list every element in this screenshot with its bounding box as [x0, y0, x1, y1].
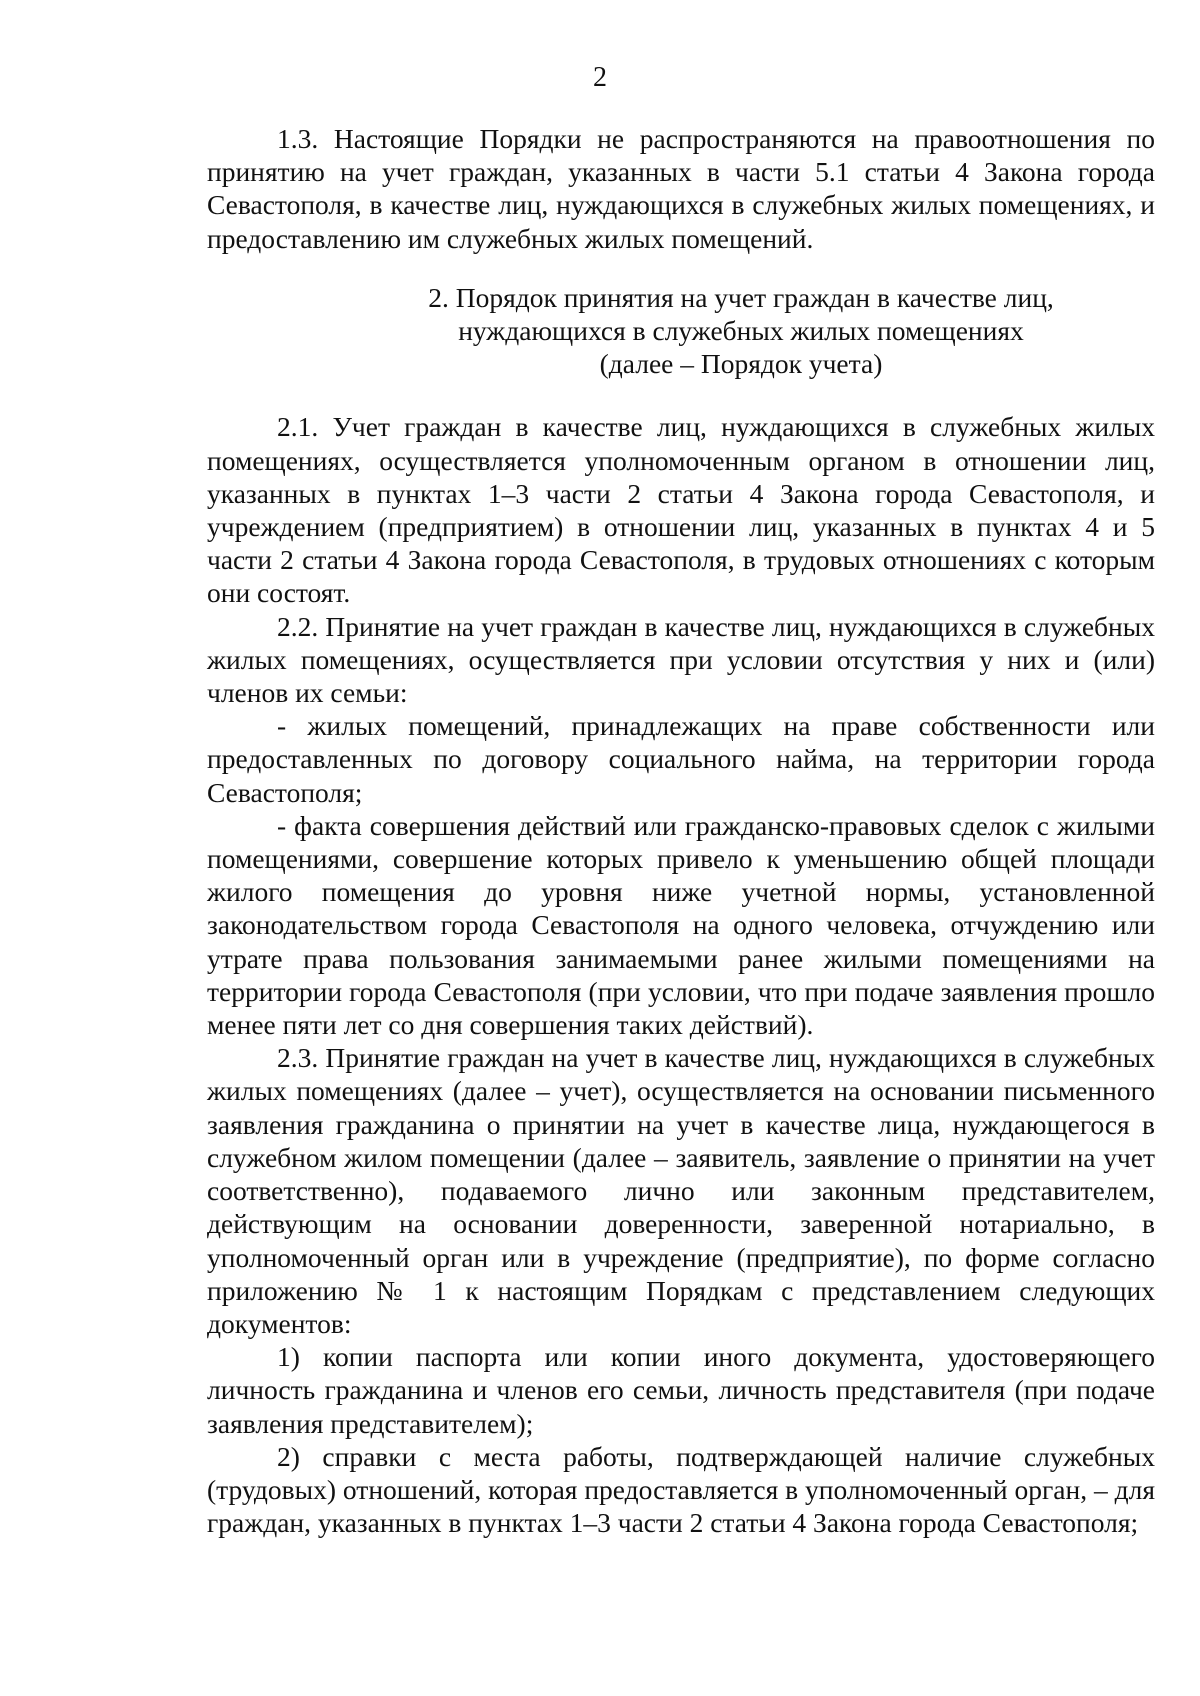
- list-item-dash-2: - факта совершения действий или гражданско-правовых сделок с жилыми помещениями, совершение которых привело к уменьшению общей площади жилого помещения до уровня ниже учетной нормы, установленной законодательством города Севастополя на одного человека, отчуждению или утрате права пользования занимаемыми ранее жилыми помещениями на территории города Севастополя (при условии, что при подаче заявления прошло менее пяти лет со дня совершения таких действий).: [207, 809, 1155, 1041]
- list-item-dash-1: - жилых помещений, принадлежащих на праве собственности или предоставленных по договору социального найма, на территории города Севастополя;: [207, 710, 1155, 808]
- section-heading-line-2: нуждающихся в служебных жилых помещениях: [458, 315, 1024, 347]
- paragraph-2-1: 2.1. Учет граждан в качестве лиц, нуждающихся в служебных жилых помещениях, осуществляется уполномоченным органом в отношении лиц, указанных в пунктах 1–3 части 2 статьи 4 Закона города Севастополя, и учреждением (предприятием) в отношении лиц, указанных в пунктах 4 и 5 части 2 статьи 4 Закона города Севастополя, в трудовых отношениях с которым они состоят.: [207, 411, 1155, 609]
- list-item-1: 1) копии паспорта или копии иного документа, удостоверяющего личность гражданина и членов его семьи, личность представителя (при подаче заявления представителем);: [207, 1341, 1155, 1439]
- paragraph-2-3: 2.3. Принятие граждан на учет в качестве лиц, нуждающихся в служебных жилых помещениях (далее – учет), осуществляется на основании письменного заявления гражданина о принятии на учет в качестве лица, нуждающегося в служебном жилом помещении (далее – заявитель, заявление о принятии на учет соответственно), подаваемого лично или законным представителем, действующим на основании доверенности, заверенной нотариально, в уполномоченный орган или в учреждение (предприятие), по форме согласно приложению № 1 к настоящим Порядкам с представлением следующих документов:: [207, 1042, 1155, 1339]
- list-item-2: 2) справки с места работы, подтверждающей наличие служебных (трудовых) отношений, которая предоставляется в уполномоченный орган, – для граждан, указанных в пунктах 1–3 части 2 статьи 4 Закона города Севастополя;: [207, 1440, 1155, 1539]
- paragraph-2-2: 2.2. Принятие на учет граждан в качестве лиц, нуждающихся в служебных жилых помещениях, осуществляется при условии отсутствия у них и (или) членов их семьи:: [207, 610, 1155, 709]
- section-heading: [207, 281, 1155, 381]
- page-number: 2: [593, 62, 607, 93]
- document-body: [207, 122, 1155, 1539]
- section-heading-line-1: 2. Порядок принятия на учет граждан в качестве лиц,: [428, 281, 1054, 313]
- paragraph-1-3: 1.3. Настоящие Порядки не распространяются на правоотношения по принятию на учет граждан, указанных в части 5.1 статьи 4 Закона города Севастополя, в качестве лиц, нуждающихся в служебных жилых помещениях, и предоставлению им служебных жилых помещений.: [207, 123, 1155, 254]
- section-heading-line-3: (далее – Порядок учета): [599, 348, 883, 380]
